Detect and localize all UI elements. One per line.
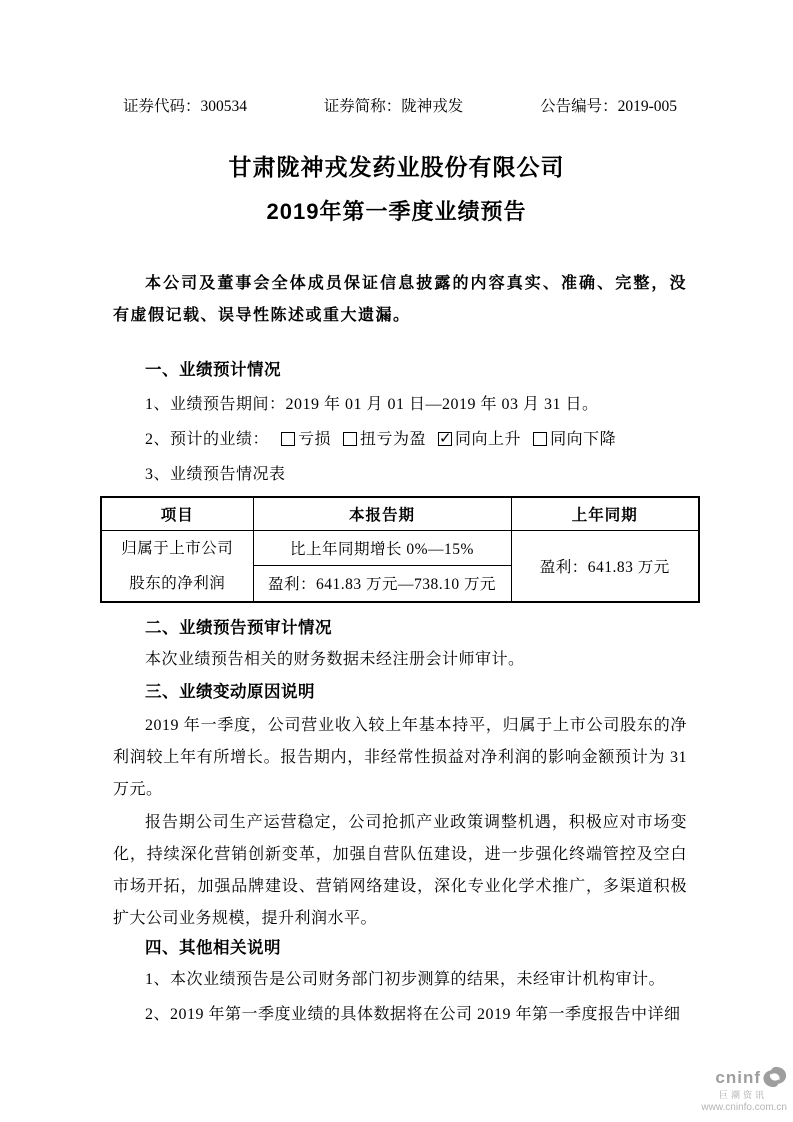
option-label: 同向下降 — [550, 431, 617, 448]
checkbox-icon — [343, 432, 357, 446]
section1-heading: 一、业绩预计情况 — [145, 361, 281, 379]
disclaimer-statement: 本公司及董事会全体成员保证信息披露的内容真实、准确、完整，没有虚假记载、误导性陈述或重大遗漏。 — [113, 275, 687, 324]
header-cell-item: 项目 — [101, 497, 253, 530]
checkbox-icon — [438, 432, 452, 446]
section4-item1: 1、本次业绩预告是公司财务部门初步测算的结果，未经审计机构审计。 — [145, 970, 666, 988]
stock-code: 证券代码：300534 — [123, 98, 248, 115]
logo-chinese-name: 巨潮资讯 — [718, 1090, 767, 1100]
checkbox-option — [438, 431, 521, 448]
section3-paragraph2: 报告期公司生产运营稳定，公司抢抓产业政策调整机遇，积极应对市场变化，持续深化营销创新变革，加强自营队伍建设，进一步强化终端管控及空白市场开拓，加强品牌建设、营销网络建设，深化专业化学术推广，多渠道积极扩大公司业务规模，提升利润水平。 — [113, 813, 687, 927]
prior-period-cell: 盈利：641.83 万元 — [511, 530, 699, 602]
logo-brand-row — [715, 1066, 787, 1088]
section2-body: 本次业绩预告相关的财务数据未经注册会计师审计。 — [145, 650, 525, 668]
option-label: 亏损 — [298, 431, 332, 448]
logo-brand-text: cninf — [715, 1067, 761, 1087]
table-header-row — [101, 497, 699, 530]
announcement-number: 公告编号：2019-005 — [540, 98, 677, 115]
forecast-table — [100, 496, 700, 603]
company-title: 甘肃陇神戎发药业股份有限公司 — [228, 154, 565, 180]
cninfo-logo — [667, 1066, 787, 1113]
row-label-line2: 股东的净利润 — [129, 574, 226, 592]
section4-item2: 2、2019 年第一季度业绩的具体数据将在公司 2019 年第一季度报告中详细 — [145, 1005, 681, 1023]
option-label: 同向上升 — [455, 431, 522, 448]
forecast-type-prefix: 2、预计的业绩： — [145, 431, 270, 448]
doc-header — [0, 0, 793, 118]
section3-paragraph1: 2019 年一季度，公司营业收入较上年基本持平，归属于上市公司股东的净利润较上年有所增长。报告期内，非经常性损益对净利润的影响金额预计为 31 万元。 — [113, 716, 687, 798]
row-label-cell — [101, 530, 253, 602]
stock-abbr: 证券简称：陇神戎发 — [323, 98, 464, 115]
current-period-profit-cell: 盈利：641.83 万元—738.10 万元 — [253, 566, 511, 602]
current-period-growth-cell: 比上年同期增长 0%—15% — [253, 530, 511, 566]
logo-url: www.cninfo.com.cn — [701, 1102, 787, 1113]
header-cell-prior-period: 上年同期 — [511, 497, 699, 530]
section2-heading: 二、业绩预告预审计情况 — [145, 618, 332, 637]
section4-heading: 四、其他相关说明 — [145, 938, 281, 957]
row-label-line1: 归属于上市公司 — [121, 539, 234, 557]
swirl-icon — [763, 1066, 787, 1088]
document-title: 2019年第一季度业绩预告 — [266, 199, 527, 224]
table-row — [101, 530, 699, 566]
checkbox-option — [281, 431, 331, 448]
forecast-type-item — [145, 429, 793, 451]
option-label: 扭亏为盈 — [360, 431, 427, 448]
checkbox-icon — [533, 432, 547, 446]
header-cell-current-period: 本报告期 — [253, 497, 511, 530]
checkbox-option — [343, 431, 426, 448]
checkbox-option — [533, 431, 616, 448]
checkbox-icon — [281, 432, 295, 446]
forecast-period-item: 1、业绩预告期间：2019 年 01 月 01 日—2019 年 03 月 31 日。 — [145, 396, 599, 413]
forecast-table-caption: 3、业绩预告情况表 — [145, 466, 286, 483]
section3-heading: 三、业绩变动原因说明 — [145, 682, 315, 701]
